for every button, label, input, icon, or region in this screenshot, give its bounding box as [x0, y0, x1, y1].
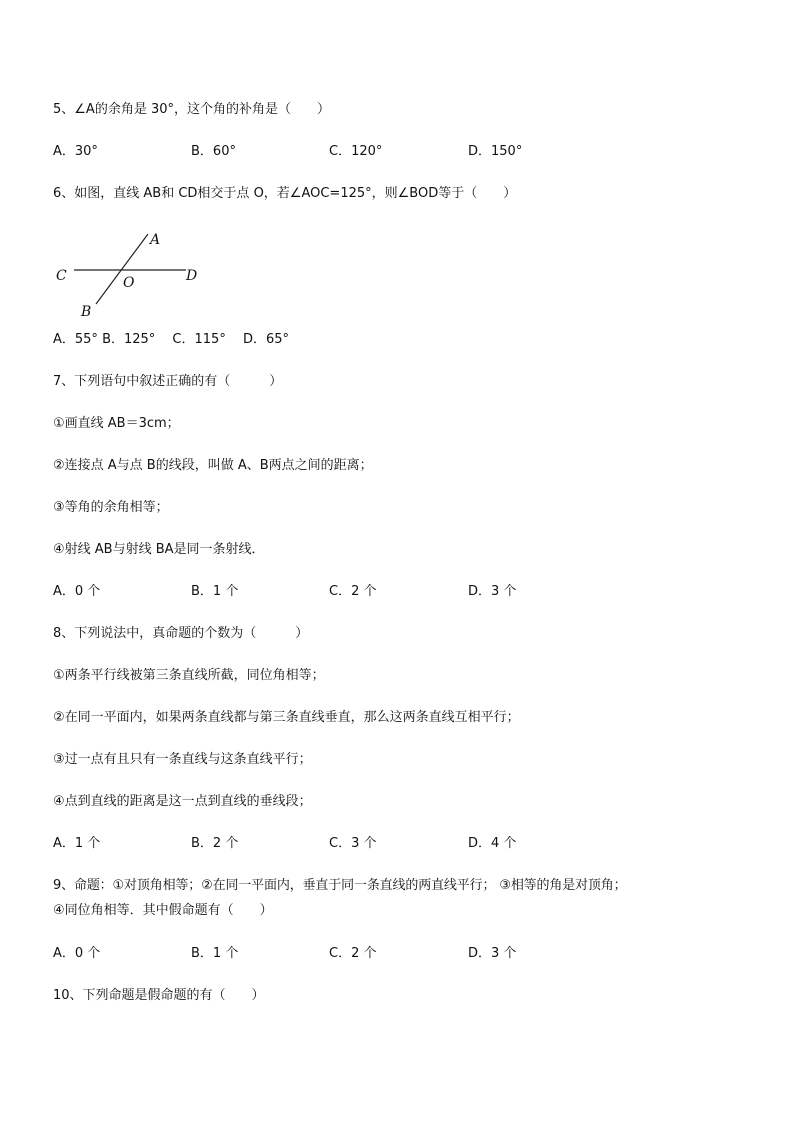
question-8-stem: 8、下列说法中，真命题的个数为（ ）: [53, 626, 309, 641]
question-5-option-a: A．30°: [53, 144, 98, 159]
question-8-statement-2: ②在同一平面内，如果两条直线都与第三条直线垂直，那么这两条直线互相平行；: [53, 710, 520, 725]
question-7-option-b: B．1 个: [191, 584, 239, 599]
intersecting-lines-figure: [50, 228, 210, 323]
label-o: O: [123, 275, 135, 291]
question-8-statement-4: ④点到直线的距离是这一点到直线的垂线段；: [53, 794, 312, 809]
label-b: B: [81, 304, 92, 320]
line-ab: [96, 234, 148, 304]
question-7-statement-3: ③等角的余角相等；: [53, 500, 169, 515]
question-8-statement-1: ①两条平行线被第三条直线所截，同位角相等；: [53, 668, 325, 683]
question-5-option-b: B．60°: [191, 144, 236, 159]
question-7-statement-4: ④射线 AB与射线 BA是同一条射线．: [53, 542, 265, 557]
question-7-option-a: A．0 个: [53, 584, 101, 599]
question-8-option-d: D．4 个: [468, 836, 517, 851]
question-9-stem-line-2: ④同位角相等．其中假命题有（ ）: [53, 903, 273, 918]
question-7-option-c: C．2 个: [329, 584, 377, 599]
question-10-stem: 10、下列命题是假命题的有（ ）: [53, 988, 265, 1003]
question-8-option-b: B．2 个: [191, 836, 239, 851]
question-9-option-a: A．0 个: [53, 946, 101, 961]
question-8-statement-3: ③过一点有且只有一条直线与这条直线平行；: [53, 752, 312, 767]
question-8-option-a: A．1 个: [53, 836, 101, 851]
question-9-option-b: B．1 个: [191, 946, 239, 961]
label-a: A: [150, 232, 161, 248]
label-d: D: [186, 268, 198, 284]
question-9-stem-line-1: 9、命题：①对顶角相等；②在同一平面内，垂直于同一条直线的两直线平行； ③相等的角是对顶角；: [53, 878, 627, 893]
question-9-option-d: D．3 个: [468, 946, 517, 961]
label-c: C: [56, 268, 67, 284]
question-5-stem: 5、∠A的余角是 30°，这个角的补角是（ ）: [53, 102, 330, 117]
question-7-statement-2: ②连接点 A与点 B的线段，叫做 A、B两点之间的距离；: [53, 458, 373, 473]
question-7-statement-1: ①画直线 AB＝3cm；: [53, 416, 180, 431]
question-8-option-c: C．3 个: [329, 836, 377, 851]
question-7-option-d: D．3 个: [468, 584, 517, 599]
question-5-option-c: C．120°: [329, 144, 383, 159]
question-7-stem: 7、下列语句中叙述正确的有（ ）: [53, 374, 283, 389]
question-6-options: A．55° B．125° C．115° D．65°: [53, 332, 290, 347]
question-9-option-c: C．2 个: [329, 946, 377, 961]
question-6-stem: 6、如图，直线 AB和 CD相交于点 O，若∠AOC=125°，则∠BOD等于（ ）: [53, 186, 517, 201]
question-5-option-d: D．150°: [468, 144, 523, 159]
